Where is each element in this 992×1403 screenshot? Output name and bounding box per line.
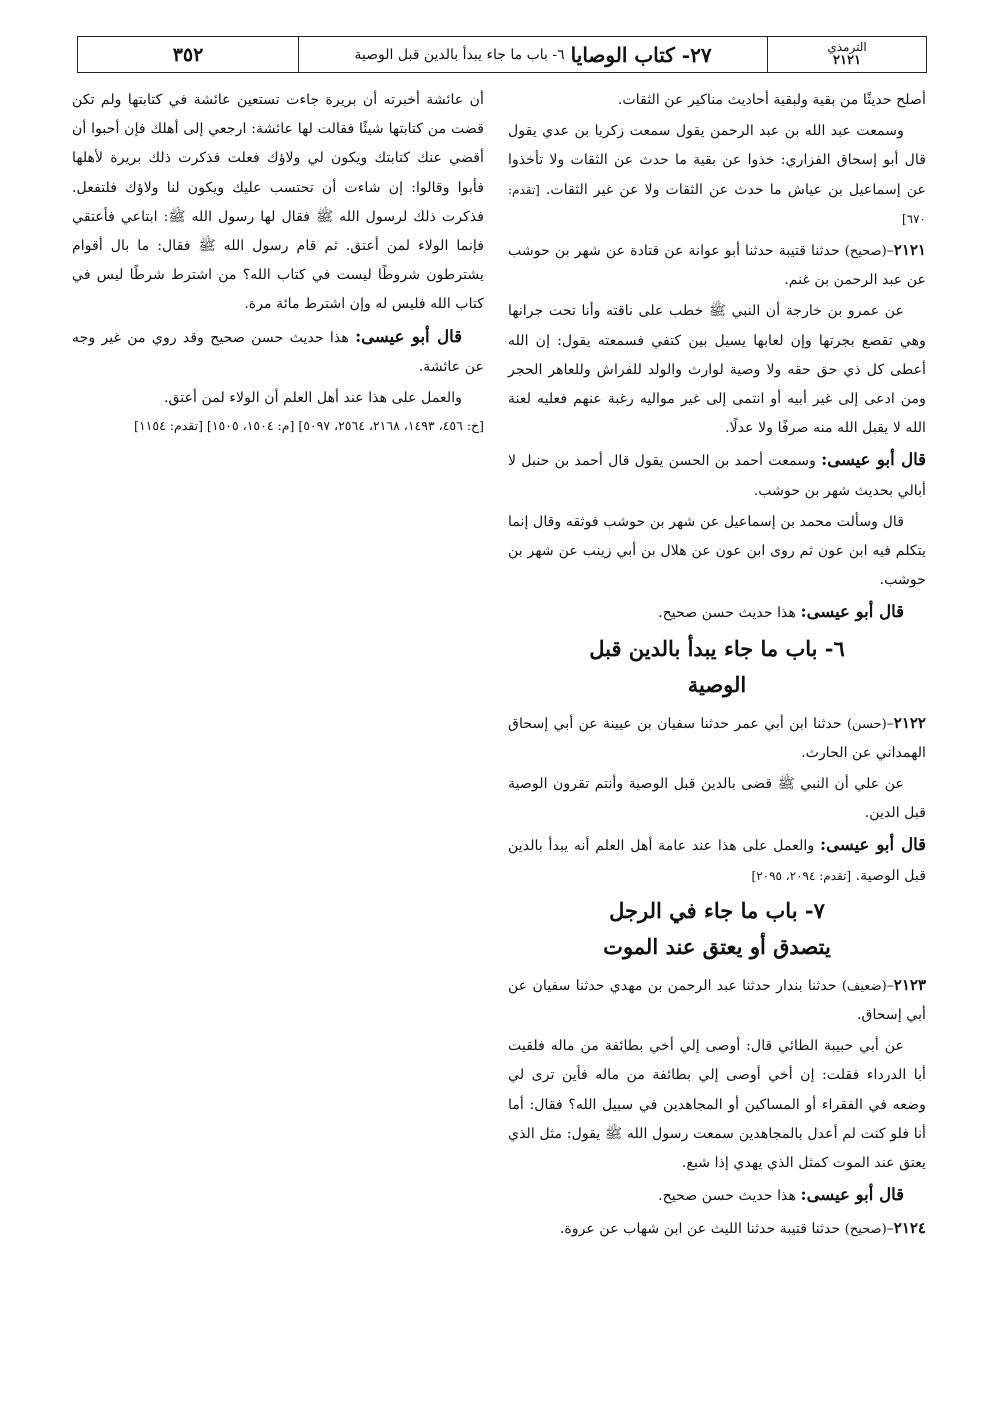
- book-name: الترمذي: [827, 39, 867, 54]
- hadith-grade: (حسن): [846, 716, 887, 732]
- abu-isa-label: قال أبو عيسى:: [800, 1185, 904, 1205]
- paragraph-fazari: وسمعت عبد الله بن عبد الرحمن يقول سمعت زكريا بن عدي يقول قال أبو إسحاق الفزاري: خذوا عن بقية ما حدث عن الثقات ولا تأخذوا عن إسماعيل بن عياش ما حدث عن الثقات ولا عن غير الثقات. [تقدم: ٦٧٠]: [508, 123, 926, 226]
- abu-isa-comment: قال أبو عيسى: والعمل على هذا عند عامة أهل العلم أنه يبدأ بالدين قبل الوصية. [تقدم: ٢٠٩٤، ٢٠٩٥]: [508, 835, 927, 884]
- hadith-2123-matn: عن أبي حبيبة الطائي قال: أوصى إلي أخي بطائفة من ماله فلقيت أبا الدرداء فقلت: إن أخي أوصى إلي بطائفة من ماله فأين ترى لي وضعه في الفقراء أو المساكين أو المجاهدين في سبيل الله؟ فقال: أما أنا فلو كنت لم أعدل بالمجاهدين سمعت رسول الله ﷺ يقول: مثل الذي يعتق عند الموت كمثل الذي يهدي إذا شبع.: [508, 1038, 926, 1172]
- paragraph-amal: والعمل على هذا عند أهل العلم أن الولاء لمن أعتق.: [163, 390, 462, 407]
- paragraph-bukhari: قال وسألت محمد بن إسماعيل عن شهر بن حوشب فوثقه وقال إنما يتكلم فيه ابن عون ثم روى ابن عون عن هلال بن أبي زينب عن شهر بن حوشب.: [508, 513, 926, 589]
- hadith-grade: (ضعيف): [841, 978, 887, 994]
- abu-isa-label: قال أبو عيسى:: [355, 326, 463, 346]
- book-title: ٢٧- كتاب الوصايا: [570, 42, 712, 67]
- hadith-2122-isnad: ٢١٢٢–(حسن) حدثنا ابن أبي عمر حدثنا سفيان بن عيينة عن أبي إسحاق الهمداني عن الحارث.: [508, 713, 926, 761]
- hadith-2122-matn: عن علي أن النبي ﷺ قضى بالدين قبل الوصية وأنتم تقرون الوصية قبل الدين.: [508, 776, 926, 822]
- hadith-number: ٢١٢٢: [893, 713, 926, 732]
- header-title: [299, 37, 768, 72]
- cross-reference: [تقدم: ٦٧٠]: [508, 182, 926, 226]
- abu-isa-comment: قال أبو عيسى: هذا حديث حسن صحيح.: [658, 1185, 904, 1205]
- cross-reference: [تقدم: ٢٠٩٤، ٢٠٩٥]: [751, 868, 852, 883]
- page-number: ٣٥٢: [78, 37, 299, 72]
- abu-isa-comment: قال أبو عيسى: هذا حديث حسن صحيح.: [658, 602, 904, 622]
- running-header: [77, 36, 927, 73]
- hadith-number: ٢١٢١: [893, 241, 926, 260]
- chapter-heading-7: ٧- باب ما جاء في الرجل يتصدق أو يعتق عند الموت: [603, 897, 831, 959]
- abu-isa-label: قال أبو عيسى:: [820, 835, 927, 855]
- hadith-2124-matn: أن عائشة أخبرته أن بريرة جاءت تستعين عائشة في كتابتها ولم تكن قضت من كتابتها شيئًا فقالت لها عائشة: ارجعي إلى أهلك فإن أحبوا أن أقضي عنك كتابتك ويكون لي ولاؤك فعلت فذكرت ذلك بريرة لأهلها فأبوا وقالوا: إن شاءت أن تحتسب عليك ويكون لنا ولاؤك فلتفعل. فذكرت ذلك لرسول الله ﷺ فقال لها رسول الله ﷺ: ابتاعي فأعتقي فإنما الولاء لمن أعتق. ثم قام رسول الله ﷺ فقال: ما بال أقوام يشترطون شروطًا ليست في كتاب الله؟ من اشترط شرطًا ليس في كتاب الله فليس له وإن اشترط مائة مرة.: [72, 92, 484, 313]
- hadith-number: ٢١٢٣: [893, 975, 927, 994]
- right-column: [508, 86, 926, 1246]
- chapter-heading-6: ٦- باب ما جاء يبدأ بالدين قبل الوصية: [589, 635, 845, 697]
- hadith-grade: (صحيح): [844, 244, 887, 260]
- hadith-number: ٢١٢٤: [893, 1218, 926, 1237]
- hadith-2121-isnad: ٢١٢١–(صحيح) حدثنا قتيبة حدثنا أبو عوانة عن قتادة عن شهر بن حوشب عن عبد الرحمن بن غنم.: [508, 241, 926, 289]
- chapter-title: ٦- باب ما جاء يبدأ بالدين قبل الوصية: [354, 46, 565, 63]
- left-column: [72, 86, 484, 437]
- abu-isa-label: قال أبو عيسى:: [821, 450, 926, 470]
- source-references: [خ: ٤٥٦، ١٤٩٣، ٢١٦٨، ٢٥٦٤، ٥٠٩٧] [م: ١٥٠٤، ١٥٠٥] [تقدم: ١١٥٤]: [134, 418, 484, 434]
- paragraph-bakiyya: أصلح حديثًا من بقية ولبقية أحاديث مناكير عن الثقات.: [617, 92, 926, 108]
- hadith-2124-isnad: ٢١٢٤–(صحيح) حدثنا قتيبة حدثنا الليث عن ابن شهاب عن عروة.: [559, 1218, 926, 1237]
- header-reference: [768, 37, 926, 72]
- hadith-2121-matn: عن عمرو بن خارجة أن النبي ﷺ خطب على ناقته وأنا تحت جرانها وهي تقصع بجرتها وإن لعابها يسيل بين كتفي فسمعته يقول: إن الله أعطى كل ذي حق حقه ولا وصية لوارث والولد للفراش وللعاهر الحجر ومن ادعى إلى غير أبيه أو انتمى إلى غير مواليه رغبة عنهم فعليه لعنة الله لا يقبل الله منه صرفًا ولا عدلًا.: [508, 303, 926, 437]
- hadith-range: ٢١٢١: [833, 52, 861, 68]
- hadith-grade: (صحيح): [844, 1221, 887, 1237]
- abu-isa-comment: قال أبو عيسى: وسمعت أحمد بن الحسن يقول قال أحمد بن حنبل لا أبالي بحديث شهر بن حوشب.: [508, 450, 926, 499]
- abu-isa-comment: قال أبو عيسى: هذا حديث حسن صحيح وقد روي من غير وجه عن عائشة.: [72, 326, 484, 375]
- abu-isa-label: قال أبو عيسى:: [800, 602, 904, 622]
- hadith-2123-isnad: ٢١٢٣–(ضعيف) حدثنا بندار حدثنا عبد الرحمن بن مهدي حدثنا سفيان عن أبي إسحاق.: [508, 975, 927, 1024]
